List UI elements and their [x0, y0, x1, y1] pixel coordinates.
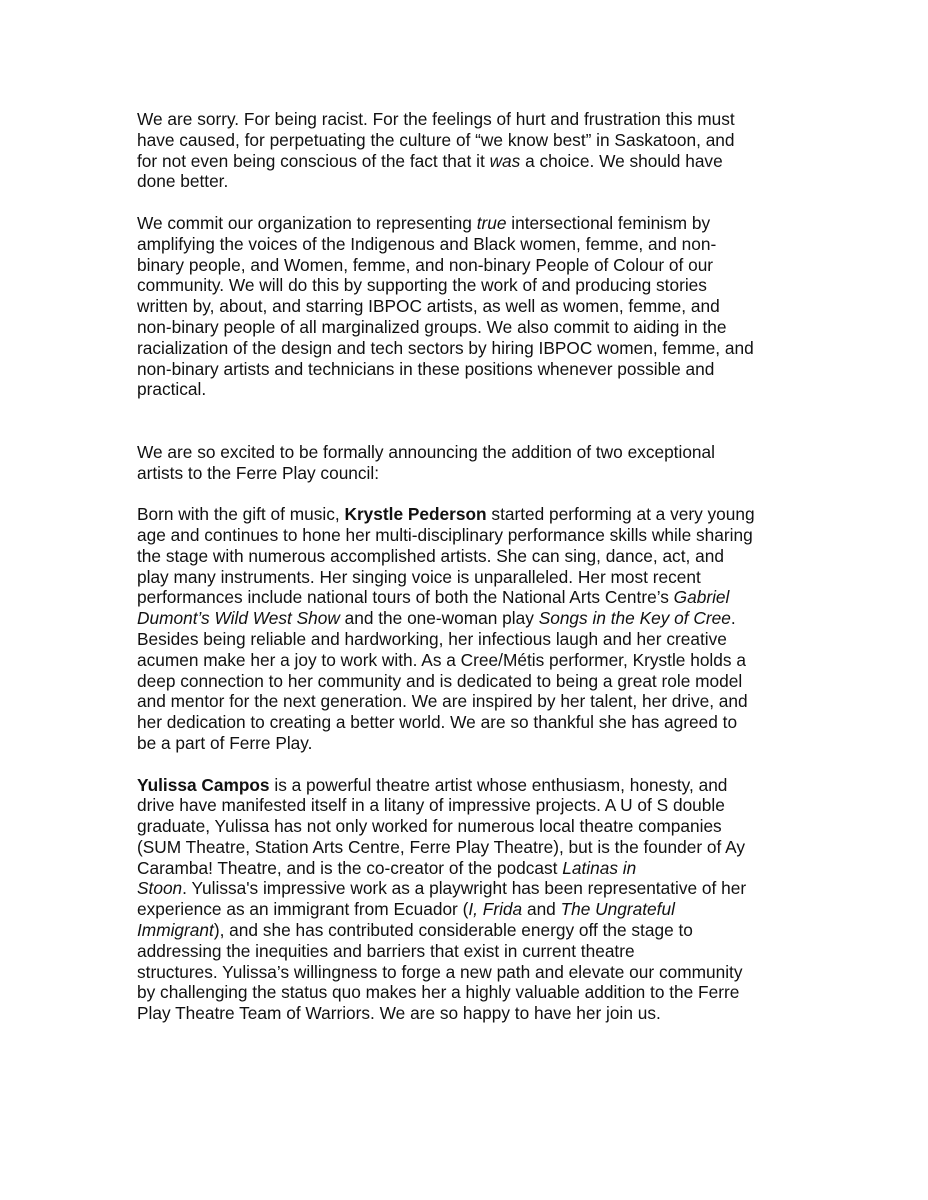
- text-line: racialization of the design and tech sectors by hiring IBPOC women, femme, and: [137, 337, 754, 358]
- text-run: for not even being conscious of the fact that it: [137, 150, 490, 171]
- text-line: (SUM Theatre, Station Arts Centre, Ferre Play Theatre), but is the founder of Ay: [137, 836, 746, 857]
- text-line: amplifying the voices of the Indigenous and Black women, femme, and non-: [137, 233, 717, 254]
- text-line: [137, 504, 797, 525]
- text-run: . Yulissa's impressive work as a playwright has been representative of her: [182, 878, 747, 899]
- apology-paragraph: [137, 109, 797, 192]
- yulissa-bio-paragraph: [137, 775, 797, 1025]
- text-run: started performing at a very young: [486, 504, 755, 525]
- artist-name: Krystle Pederson: [344, 504, 487, 525]
- text-line: [137, 899, 797, 920]
- text-line: structures. Yulissa’s willingness to forge a new path and elevate our community: [137, 961, 743, 982]
- text-line: [137, 878, 797, 899]
- text-line: done better.: [137, 171, 229, 192]
- play-title: I, Frida: [468, 899, 523, 920]
- text-line: acumen make her a joy to work with. As a Cree/Métis performer, Krystle holds a: [137, 649, 746, 670]
- text-line: non-binary people of all marginalized groups. We also commit to aiding in the: [137, 316, 727, 337]
- text-line: and mentor for the next generation. We are inspired by her talent, her drive, and: [137, 691, 748, 712]
- text-run: and: [522, 899, 561, 920]
- show-title: Songs in the Key of Cree: [538, 608, 731, 629]
- text-line: We are so excited to be formally announcing the addition of two exceptional: [137, 441, 715, 462]
- text-run: experience as an immigrant from Ecuador (: [137, 899, 469, 920]
- podcast-title: Stoon: [137, 878, 183, 899]
- text-run: a choice. We should have: [520, 150, 723, 171]
- text-line: the stage with numerous accomplished artists. She can sing, dance, act, and: [137, 545, 724, 566]
- text-line: have caused, for perpetuating the culture of “we know best” in Saskatoon, and: [137, 129, 735, 150]
- text-line: [137, 775, 797, 796]
- text-run: and the one-woman play: [339, 608, 539, 629]
- text-line: non-binary artists and technicians in these positions whenever possible and: [137, 358, 715, 379]
- text-line: community. We will do this by supporting the work of and producing stories: [137, 275, 707, 296]
- text-line: Play Theatre Team of Warriors. We are so happy to have her join us.: [137, 1003, 661, 1024]
- play-title: Immigrant: [137, 920, 214, 941]
- text-line: play many instruments. Her singing voice is unparalleled. Her most recent: [137, 566, 701, 587]
- text-line: graduate, Yulissa has not only worked for numerous local theatre companies: [137, 816, 722, 837]
- text-line: binary people, and Women, femme, and non-binary People of Colour of our: [137, 254, 714, 275]
- text-line: written by, about, and starring IBPOC artists, as well as women, femme, and: [137, 296, 720, 317]
- text-line: [137, 151, 797, 172]
- text-line: deep connection to her community and is dedicated to being a great role model: [137, 670, 743, 691]
- play-title: The Ungrateful: [560, 899, 675, 920]
- podcast-title: Latinas in: [562, 857, 637, 878]
- text-line: [137, 920, 797, 941]
- letter-page: [137, 109, 797, 1024]
- text-line: be a part of Ferre Play.: [137, 732, 313, 753]
- text-line: drive have manifested itself in a litany of impressive projects. A U of S double: [137, 795, 725, 816]
- text-run: is a powerful theatre artist whose enthusiasm, honesty, and: [269, 774, 728, 795]
- text-line: artists to the Ferre Play council:: [137, 462, 380, 483]
- text-line: Besides being reliable and hardworking, her infectious laugh and her creative: [137, 628, 727, 649]
- text-run: Caramba! Theatre, and is the co-creator of the podcast: [137, 857, 563, 878]
- text-run: Born with the gift of music,: [137, 504, 345, 525]
- text-run: ), and she has contributed considerable energy off the stage to: [213, 920, 693, 941]
- artist-name: Yulissa Campos: [137, 774, 270, 795]
- text-run: We commit our organization to representing: [137, 212, 477, 233]
- emphasis-text: was: [489, 150, 521, 171]
- text-line: age and continues to hone her multi-disciplinary performance skills while sharing: [137, 524, 753, 545]
- text-run: intersectional feminism by: [506, 212, 711, 233]
- show-title: Gabriel: [673, 587, 730, 608]
- announcement-paragraph: [137, 442, 797, 484]
- text-line: [137, 608, 797, 629]
- commitment-paragraph: [137, 213, 797, 400]
- text-line: We are sorry. For being racist. For the feelings of hurt and frustration this must: [137, 109, 735, 129]
- text-line: addressing the inequities and barriers that exist in current theatre: [137, 940, 635, 961]
- text-line: practical.: [137, 379, 207, 400]
- krystle-bio-paragraph: [137, 504, 797, 754]
- text-line: [137, 858, 797, 879]
- text-line: her dedication to creating a better world. We are so thankful she has agreed to: [137, 712, 738, 733]
- emphasis-text: true: [476, 212, 507, 233]
- show-title: Dumont’s Wild West Show: [137, 608, 340, 629]
- text-run: performances include national tours of both the National Arts Centre’s: [137, 587, 674, 608]
- text-run: .: [730, 608, 736, 629]
- text-line: [137, 587, 797, 608]
- text-line: [137, 213, 797, 234]
- text-line: by challenging the status quo makes her a highly valuable addition to the Ferre: [137, 982, 740, 1003]
